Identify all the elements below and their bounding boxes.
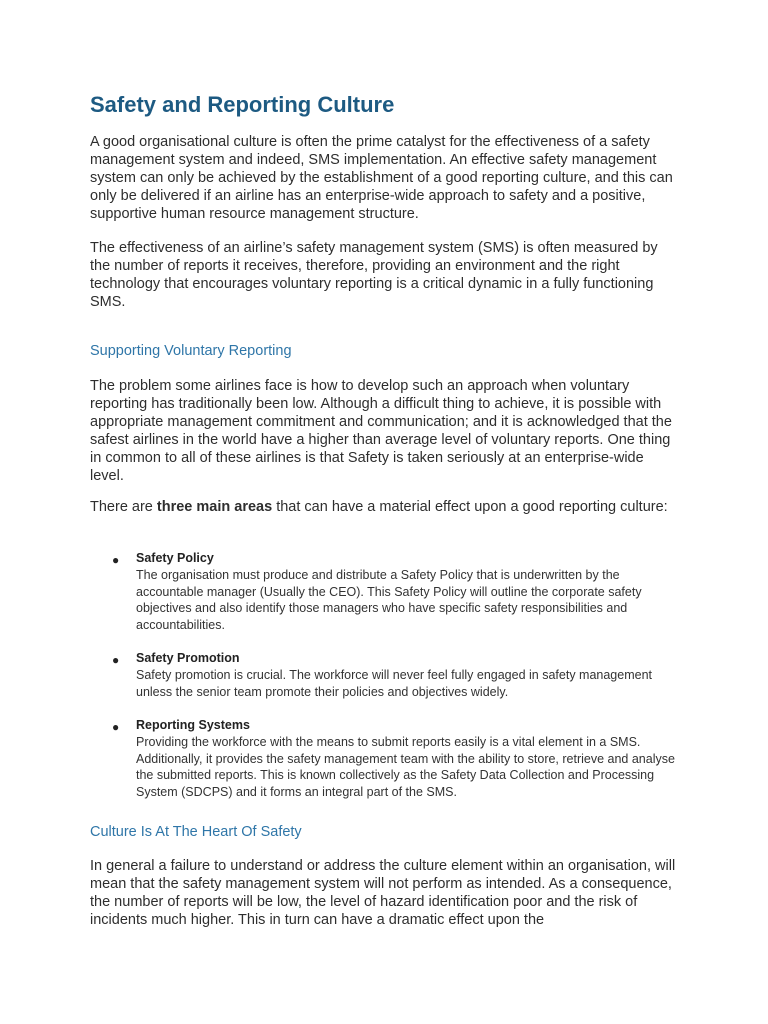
section2-paragraph-1: In general a failure to understand or address the culture element within an organisation, will mean that the safety management system will not perform as intended. As a consequence, the number of reports will be low, the level of hazard identification poor and the risk of incidents much higher. This in turn can have a dramatic effect upon the — [90, 858, 676, 928]
intro-paragraph-1: A good organisational culture is often the prime catalyst for the effectiveness of a safety management system and indeed, SMS implementation. An effective safety management system can only be achieved by the establishment of a good reporting culture, and this can only be delivered if an airline has an enterprise-wide approach to safety and a positive, supportive human resource management structure. — [90, 134, 673, 222]
bullet-icon: ● — [112, 720, 120, 734]
paragraph-text-after: that can have a material effect upon a good reporting culture: — [272, 499, 668, 515]
three-main-areas-emphasis: three main areas — [156, 499, 273, 515]
bullet-icon: ● — [112, 553, 120, 567]
page-title: Safety and Reporting Culture — [90, 92, 395, 117]
paragraph-text-before: There are — [90, 499, 157, 515]
bullet-title: Safety Promotion — [136, 651, 240, 665]
bullet-icon: ● — [112, 653, 120, 667]
section1-paragraph-1: The problem some airlines face is how to develop such an approach when voluntary reporting has traditionally been low. Although a difficult thing to achieve, it is possible with appropriate management commitment and communication; and it is acknowledged that the safest airlines in the world have a higher than average level of voluntary reports. One thing in common to all of these airlines is that Safety is taken seriously at an enterprise-wide level. — [90, 378, 672, 484]
section1-paragraph-2 — [90, 498, 680, 516]
section-heading-supporting-voluntary-reporting: Supporting Voluntary Reporting — [90, 343, 292, 359]
bullet-title: Safety Policy — [136, 551, 214, 565]
bullet-text: Safety promotion is crucial. The workforce will never feel fully engaged in safety management unless the senior team promote their policies and objectives widely. — [136, 668, 652, 699]
bullet-title: Reporting Systems — [136, 718, 250, 732]
bullet-text: Providing the workforce with the means to submit reports easily is a vital element in a SMS. Additionally, it provides the safety management team with the ability to store, retrieve and analyse the submitted reports. This is known collectively as the Safety Data Collection and Processing System (SDCPS) and it forms an integral part of the SMS. — [136, 735, 675, 799]
intro-paragraph-2: The effectiveness of an airline’s safety management system (SMS) is often measured by the number of reports it receives, therefore, providing an environment and the right technology that encourages voluntary reporting is a critical dynamic in a fully functioning SMS. — [90, 240, 658, 310]
section-heading-culture-heart-of-safety: Culture Is At The Heart Of Safety — [90, 824, 302, 840]
bullet-text: The organisation must produce and distribute a Safety Policy that is underwritten by the accountable manager (Usually the CEO). This Safety Policy will outline the corporate safety objectives and also identify those managers who have specific safety responsibilities and accountabilities. — [136, 568, 642, 632]
